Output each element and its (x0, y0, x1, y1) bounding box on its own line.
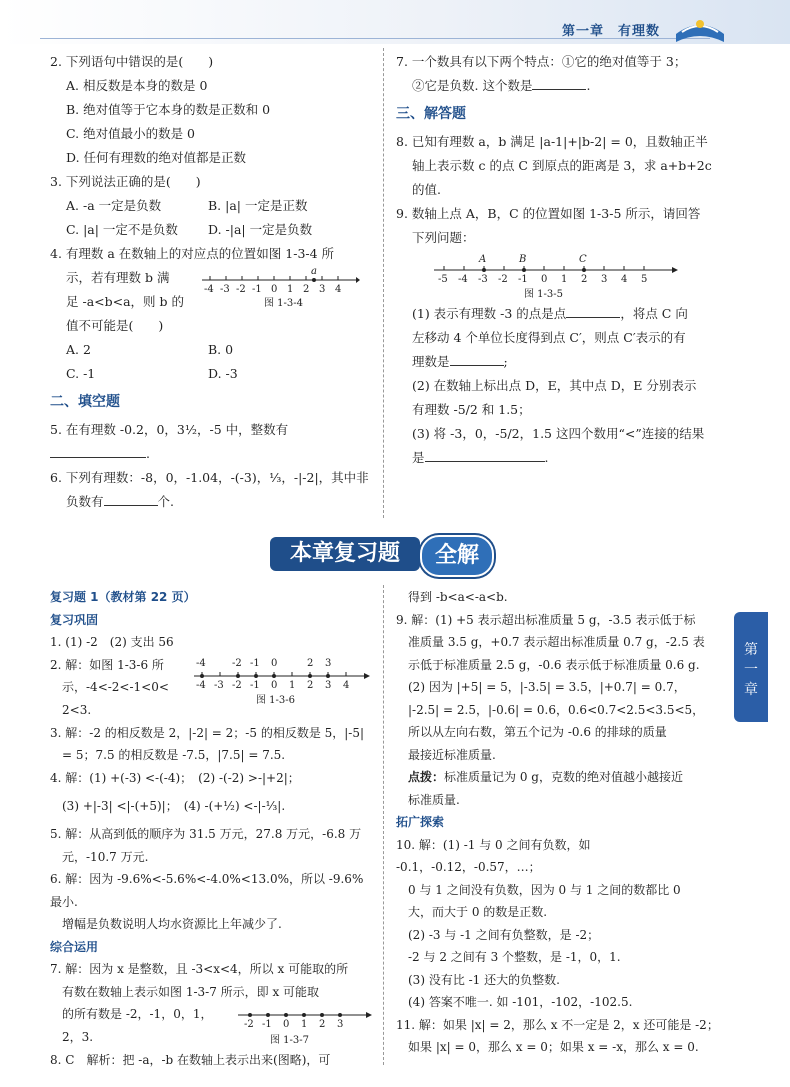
svg-text:-4: -4 (196, 657, 206, 669)
section-fill-in: 二、填空题 (50, 394, 120, 410)
answer-blank (425, 447, 545, 462)
banner-badge: 全解 (420, 535, 494, 577)
question-4: 4. 有理数 a 在数轴上的对应点的位置如图 1-3-4 所 示，若有理数 b 满 足 -a<b<a，则 b 的 值不可能是( ) -4 -3 -2 -1 0 1 2 3 4 a 图 1-3-4 A. 2 B. 0 C. -1 D. -3 (50, 242, 370, 386)
point-B-label: B (519, 254, 527, 265)
svg-text:2: 2 (307, 657, 314, 669)
svg-text:4: 4 (343, 679, 350, 691)
svg-text:-1: -1 (250, 679, 260, 691)
number-line-fig-1-3-6 (192, 654, 372, 710)
chapter-review-banner (270, 535, 520, 575)
svg-text:0: 0 (283, 1019, 290, 1030)
svg-text:3: 3 (601, 274, 608, 285)
subheading-consolidate: 复习巩固 (50, 612, 99, 627)
point-A-label: A (479, 254, 487, 265)
svg-text:-1: -1 (518, 274, 528, 285)
svg-text:-4: -4 (458, 274, 468, 285)
fig-1-3-6-caption: 图 1-3-6 (256, 694, 296, 706)
question-2: 2. 下列语句中错误的是( ) A. 相反数是本身的数是 0 B. 绝对值等于它本身的数是正数和 0 C. 绝对值最小的数是 0 D. 任何有理数的绝对值都是正数 (50, 54, 271, 165)
subheading-explore: 拓广探索 (396, 815, 445, 829)
svg-text:-4: -4 (204, 284, 214, 295)
svg-text:-4: -4 (196, 679, 206, 691)
fig-1-3-4-caption: 图 1-3-4 (264, 298, 304, 309)
answer-blank (104, 491, 158, 506)
question-5: 5. 在有理数 -0.2，0，3½，-5 中，整数有. (50, 422, 289, 461)
right-column (396, 50, 726, 470)
svg-text:0: 0 (541, 274, 548, 285)
svg-text:3: 3 (325, 679, 332, 691)
svg-text:4: 4 (621, 274, 628, 285)
svg-text:0: 0 (271, 284, 278, 295)
svg-text:-2: -2 (498, 274, 508, 285)
svg-text:-2: -2 (232, 679, 242, 691)
answer-blank (566, 303, 620, 318)
svg-text:2: 2 (581, 274, 588, 285)
number-line-fig-1-3-4 (200, 264, 360, 312)
answer-blank (50, 443, 146, 458)
svg-text:-2: -2 (236, 284, 246, 295)
point-C-label: C (579, 254, 587, 265)
svg-text:1: 1 (289, 679, 296, 691)
fig-1-3-7-caption: 图 1-3-7 (270, 1035, 310, 1046)
svg-text:-3: -3 (214, 679, 224, 691)
chapter-title: 第一章 有理数 (561, 24, 660, 39)
svg-text:1: 1 (561, 274, 568, 285)
question-7: 7. 一个数具有以下两个特点：①它的绝对值等于 3； ②它是负数. 这个数是 . (396, 54, 687, 93)
question-6: 6. 下列有理数：-8，0，-1.04，-(-3)，⅓，-|-2|，其中非 负数有 个. (50, 470, 369, 509)
svg-text:-1: -1 (250, 657, 260, 669)
svg-text:5: 5 (641, 274, 648, 285)
review-heading: 复习题 1（教材第 22 页） (50, 590, 196, 604)
header-rule (40, 38, 710, 39)
answer-blank (450, 351, 504, 366)
answer-blank (532, 75, 586, 90)
svg-text:-2: -2 (244, 1019, 254, 1030)
question-8: 8. 已知有理数 a，b 满足 |a-1|+|b-2| = 0，且数轴正半 轴上表示数 c 的点 C 到原点的距离是 3，求 a+b+2c 的值. (396, 134, 712, 197)
question-3: 3. 下列说法正确的是( ) A. -a 一定是负数 B. |a| 一定是正数 C. |a| 一定不是负数 D. -|a| 一定是负数 (50, 174, 313, 237)
svg-text:-5: -5 (438, 274, 448, 285)
svg-text:3: 3 (325, 657, 332, 669)
review-right-column: 得到 -b<a<-a<b. 9. 解：(1) +5 表示超出标准质量 5 g，-3.5 表示低于标 准质量 3.5 g，+0.7 表示超出标准质量 0.7 g，-2.5 表 示低于标准质量 2.5 g，-0.6 表示低于标准质量 0.6 g. (2) 因为 |+5| = 5，|-3.5| = 3.5，|+0.7| = 0.7， |-2.5| = 2.5，|-0.6| = 0.6，0.6<0.7<2.5<3.5<5， 所以从左向右数，第五个记为 -0.6 的排球的质量 最接近标准质量. 点拨：标准质量记为 0 g，克数的绝对值越小越接近 标准质量. 拓广探索 10. 解：(1) -1 与 0 之间有负数，如 -0.1，-0.12，-0.57，…； 0 与 1 之间没有负数，因为 0 与 1 之间的数都比 0 大，而大于 0 的数是正数. (2) -3 与 -1 之间有负整数，是 -2； -2 与 2 之间有 3 个整数，是 -1，0，1. (3) 没有比 -1 还大的负整数. (4) 答案不唯一. 如 -101，-102，-102.5. 11. 解：如果 |x| = 2，那么 x 不一定是 2，x 还可能是 -2； 如果 |x| = 0，那么 x = 0；如果 x = -x，那么 x = 0. (396, 586, 726, 1059)
fig-1-3-5-caption: 图 1-3-5 (524, 289, 564, 300)
tip-label: 点拨： (408, 770, 445, 784)
chapter-side-tab[interactable]: 第一章 (734, 612, 768, 722)
svg-text:0: 0 (271, 657, 278, 669)
svg-text:-1: -1 (262, 1019, 272, 1030)
svg-text:2: 2 (319, 1019, 326, 1030)
column-divider-bottom (383, 585, 384, 1065)
review-left-column: 复习题 1（教材第 22 页） 复习巩固 1. (1) -2 (2) 支出 56 2. 解：如图 1-3-6 所 示，-4<-2<-1<0< 2<3. -4 -3 -2 -1 0 1 2 3 4 -4 -2 -1 0 2 3 图 1-3-6 3. 解：-2 的相反数是 2，|-2| = 2；-5 的相反数是 5，|-5| = 5；7.5 的相反数是 -7.5，|7.5| = 7.5. 4. 解：(1) +(-3) <-(-4)； (2) -(-2) >-|+2|； (3) +|-3| <|-(+5)|； (4) -(+½) <-|-⅓|. 5. 解：从高到低的顺序为 31.5 万元，27.8 万元，-6.8 万 元，-10.7 万元. 6. 解：因为 -9.6%<-5.6%<-4.0%<13.0%，所以 -9.6% 最小. 增幅是负数说明人均水资源比上年减少了. 综合运用 7. 解：因为 x 是整数，且 -3<x<4，所以 x 可能取的所 有数在数轴上表示如图 1-3-7 所示，即 x 可能取 的所有数是 -2，-1，0，1， 2，3. -2 -1 0 1 2 3 图 1-3-7 8. C 解析：把 -a，-b 在数轴上表示出来(图略)，可 (50, 586, 374, 1072)
section-answer: 三、解答题 (396, 106, 466, 122)
svg-text:1: 1 (301, 1019, 308, 1030)
page-header (0, 0, 790, 44)
svg-text:4: 4 (335, 284, 342, 295)
svg-text:3: 3 (337, 1019, 344, 1030)
banner-title: 本章复习题 (270, 537, 420, 571)
svg-text:2: 2 (307, 679, 314, 691)
svg-text:-1: -1 (252, 284, 262, 295)
number-line-fig-1-3-7 (236, 1003, 376, 1049)
svg-text:-2: -2 (232, 657, 242, 669)
point-a-label: a (311, 266, 317, 277)
question-9: 9. 数轴上点 A，B，C 的位置如图 1-3-5 所示，请回答 下列问题： -5 -4 -3 -2 -1 0 1 2 3 4 5 A B C 图 1-3-5 (1) 表示有理数 -3 的点是点 ，将点 C 向 左移动 4 个单位长度得到点 C′，则点 C′表示的有 理数是 ; (2) 在数轴上标出点 D，E，其中点 D，E 分别表示 有理数 -5/2 和 1.5； (3) 将 -3，0，-5/2，1.5 这四个数用“<”连接的结果 是 . (396, 206, 705, 465)
svg-text:1: 1 (287, 284, 294, 295)
answer-2: 2. 解：如图 1-3-6 所 示，-4<-2<-1<0< 2<3. -4 -3 -2 -1 0 1 2 3 4 -4 -2 -1 0 2 3 图 1-3-6 (50, 654, 374, 722)
left-column (50, 50, 370, 514)
svg-text:0: 0 (271, 679, 278, 691)
book-logo-icon (672, 12, 728, 46)
svg-text:2: 2 (303, 284, 310, 295)
number-line-fig-1-3-5 (432, 250, 682, 302)
svg-text:3: 3 (319, 284, 326, 295)
svg-text:-3: -3 (220, 284, 230, 295)
svg-text:-3: -3 (478, 274, 488, 285)
column-divider (383, 48, 384, 518)
subheading-comprehensive: 综合运用 (50, 939, 99, 954)
